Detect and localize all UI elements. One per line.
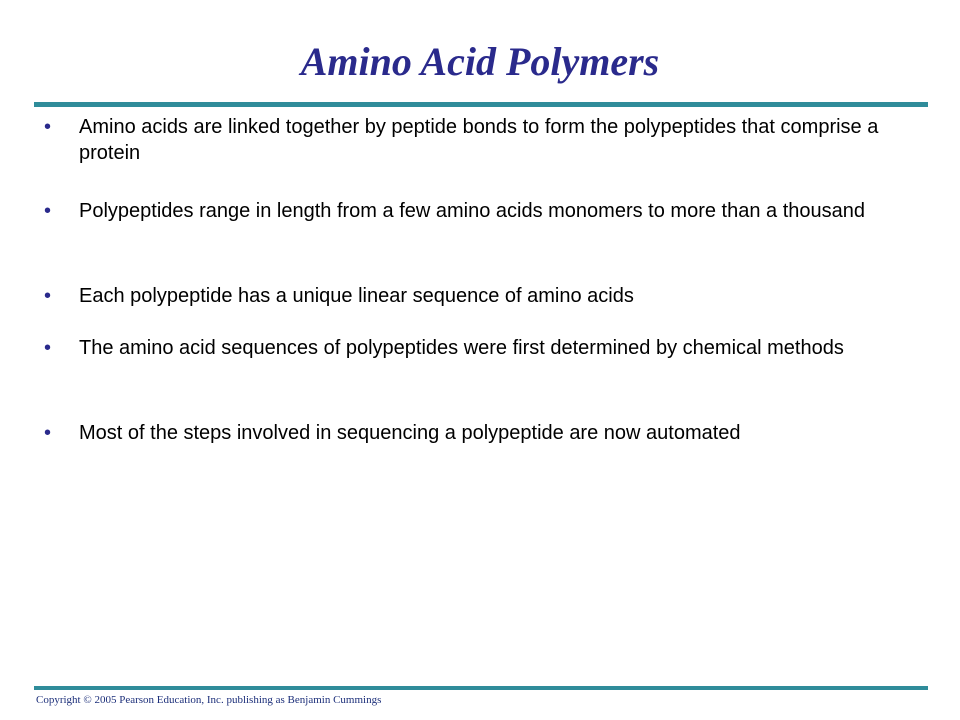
bullet-icon: • bbox=[44, 422, 52, 444]
footer-divider bbox=[34, 686, 928, 690]
bullet-icon: • bbox=[44, 116, 52, 138]
slide-title: Amino Acid Polymers bbox=[300, 39, 660, 84]
bullet-icon: • bbox=[44, 285, 52, 307]
bullet-icon: • bbox=[44, 337, 52, 359]
bullet-text: Most of the steps involved in sequencing a polypeptide are now automated bbox=[79, 422, 741, 444]
copyright-footer: Copyright © 2005 Pearson Education, Inc. publishing as Benjamin Cummings bbox=[36, 694, 382, 706]
bullet-text: The amino acid sequences of polypeptides were first determined by chemical methods bbox=[79, 337, 844, 359]
bullet-text: Polypeptides range in length from a few amino acids monomers to more than a thousand bbox=[79, 200, 865, 222]
title-divider bbox=[34, 102, 928, 107]
bullet-icon: • bbox=[44, 200, 52, 222]
bullet-text: Amino acids are linked together by peptide bonds to form the polypeptides that comprise a protein bbox=[79, 116, 879, 164]
bullet-text: Each polypeptide has a unique linear sequence of amino acids bbox=[79, 285, 634, 307]
